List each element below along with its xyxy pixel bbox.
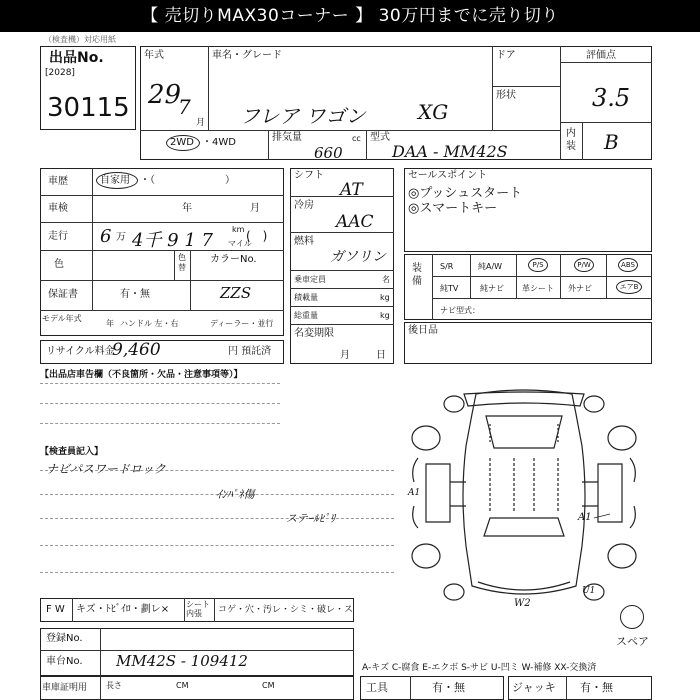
damage-mark-a1-side: A1 — [408, 488, 421, 498]
cert-cm-1: CM — [176, 681, 189, 690]
after-market-label: 後日品 — [408, 325, 438, 336]
name-change-month: 月 — [340, 350, 350, 361]
lot-tag: [2028] — [45, 68, 75, 78]
equip-sr: S/R — [440, 262, 454, 271]
chassis-label: 車台No. — [46, 656, 83, 667]
header-fragment: （検査機）対応用紙 — [44, 35, 116, 44]
history-label: 車歴 — [48, 176, 68, 187]
mileage-paren: ( ) — [246, 229, 268, 243]
history-rest: ・（ ） — [140, 175, 235, 186]
door-label: ドア — [496, 50, 516, 61]
name-change-label: 名変期限 — [294, 328, 334, 339]
model-year-label: モデル年式 — [42, 314, 82, 323]
chassis-value: MM42S - 109412 — [116, 652, 248, 670]
color-no-value: ZZS — [220, 284, 252, 302]
equip-aw: 純A/W — [478, 262, 503, 271]
gross-label: 総重量 — [294, 311, 318, 320]
equip-ext-navi: 外ナビ — [568, 284, 592, 293]
inspection-label: 車検 — [48, 203, 68, 214]
warranty-label: 保証書 — [48, 289, 78, 300]
mileage-value: 4千 9 1 7 — [132, 230, 213, 251]
cert-label: 車庫証明用 — [42, 683, 88, 693]
equipment-label: 装備 — [412, 263, 422, 287]
cert-cm-2: CM — [262, 681, 275, 690]
seller-notes-label: 【出品店車告欄（不良箇所・欠品・注意事項等）】 — [40, 370, 243, 380]
aircon-label: 冷房 — [294, 200, 314, 211]
sales-points-label: セールスポイント — [408, 170, 488, 181]
inspection-month-unit: 月 — [250, 203, 260, 214]
displacement-label: 排気量 — [272, 132, 302, 143]
cert-box — [40, 676, 354, 700]
aircon-value: AAC — [336, 212, 374, 232]
load-unit: kg — [380, 293, 390, 302]
equip-tv: 純TV — [440, 284, 459, 293]
rating-label: 評価点 — [586, 50, 616, 61]
gross-unit: kg — [380, 311, 390, 320]
equip-navi-model: ナビ型式： — [440, 306, 480, 315]
sales-point-1: ◎プッシュスタート — [408, 186, 523, 201]
month-value: 7 — [178, 95, 191, 119]
dealer-options: ディーラー・並行 — [210, 319, 274, 328]
damage-mark-w2: W2 — [514, 598, 531, 609]
inspector-notes-label: 【検査員記入】 — [40, 447, 104, 457]
tools-options: 有・無 — [432, 681, 465, 694]
jack-options: 有・無 — [580, 681, 613, 694]
capacity-unit: 名 — [382, 275, 390, 284]
after-market-box — [404, 322, 652, 364]
year-value: 29 — [148, 80, 182, 110]
shift-label: シフト — [294, 170, 324, 181]
interior-label: 内装 — [566, 128, 576, 152]
fw-label: F W — [46, 604, 65, 615]
inspector-note-3: ステｰﾙﾋﾟﾘ — [286, 512, 336, 525]
equip-abs: ABS — [618, 258, 638, 272]
equip-airbag: エアB — [616, 280, 642, 294]
damage-legend: A-キズ C-腐食 E-エクボ S-サビ U-凹ミ W-補修 XX-交換済 — [362, 663, 597, 673]
warranty-options: 有・無 — [120, 289, 150, 300]
name-change-day: 日 — [376, 350, 386, 361]
color-no-label: カラーNo. — [210, 254, 257, 265]
model-year-unit: 年 — [106, 319, 114, 328]
damage-mark-a1-upper: A1 — [578, 512, 592, 523]
drive-2wd: 2WD — [170, 137, 194, 148]
spare-label: スペア — [616, 635, 649, 648]
mileage-unit-km: km — [232, 225, 245, 234]
lot-number: 30115 — [47, 93, 130, 123]
displacement-value: 660 — [314, 144, 343, 162]
mileage-man-unit: 万 — [116, 232, 126, 243]
lot-box — [40, 46, 136, 130]
seat-items: コゲ・穴・汚レ・シミ・破レ・ス — [218, 605, 354, 615]
fuel-label: 燃料 — [294, 236, 314, 247]
lot-label: 出品No. — [49, 50, 104, 66]
wheel-icons — [412, 396, 636, 600]
equip-navi: 純ナビ — [480, 284, 504, 293]
recycle-label: リサイクル料金 — [46, 346, 115, 357]
history-selected: 自家用 — [100, 175, 130, 186]
recycle-unit: 円 預託済 — [228, 346, 272, 357]
banner: 【 売切りMAX30コーナー 】 30万円までに売り切り — [0, 0, 700, 32]
seat-label: シート内張 — [186, 600, 210, 618]
mileage-label: 走行 — [48, 231, 68, 242]
model-name-label: 車名・グレード — [212, 50, 282, 61]
inspection-year-unit: 年 — [182, 203, 192, 214]
handle-options: ハンドル 左・右 — [120, 319, 179, 328]
fw-items: キズ・ﾄﾋﾞｲﾛ・劃レ× — [76, 604, 170, 615]
shift-value: AT — [340, 180, 363, 200]
fuel-value: ガソリン — [330, 249, 386, 265]
color-label: 色 — [54, 259, 64, 270]
damage-mark-u1: U1 — [582, 586, 596, 596]
load-label: 積載量 — [294, 293, 318, 302]
model-code-label: 型式 — [370, 132, 390, 143]
model-name-value: フレア ワゴン — [240, 104, 366, 128]
rating-value: 3.5 — [592, 84, 631, 112]
left-side-profile-icon — [413, 458, 466, 528]
inspector-note-1: ナビパスワードロック — [46, 462, 166, 476]
registration-label: 登録No. — [46, 633, 83, 644]
car-damage-diagram — [404, 386, 644, 618]
mileage-man: 6 — [100, 226, 112, 247]
month-suffix: 月 — [196, 118, 206, 128]
equip-pw: P/W — [574, 258, 594, 272]
shape-label: 形状 — [496, 90, 516, 101]
mileage-unit-mile: マイル — [228, 239, 252, 248]
inspector-note-2: ｲﾝﾊﾟﾈ傷 — [216, 488, 255, 501]
recycle-value: 9,460 — [112, 340, 161, 360]
capacity-label: 乗車定員 — [294, 275, 326, 284]
drive-4wd: ・4WD — [202, 137, 236, 148]
model-code-value: DAA - MM42S — [392, 142, 508, 161]
sales-point-2: ◎スマートキー — [408, 201, 498, 216]
cert-sub: 長さ — [106, 681, 122, 690]
color-change-label: 色替 — [178, 253, 186, 272]
equip-ps: P/S — [528, 258, 548, 272]
equip-leather: 革シート — [522, 284, 554, 293]
car-body-outline-icon — [463, 390, 585, 594]
displacement-unit: cc — [352, 134, 361, 143]
year-label: 年式 — [144, 50, 164, 61]
grade-value: XG — [418, 100, 449, 124]
interior-value: B — [604, 130, 619, 154]
jack-label: ジャッキ — [512, 681, 556, 694]
tools-label: 工具 — [366, 681, 388, 694]
